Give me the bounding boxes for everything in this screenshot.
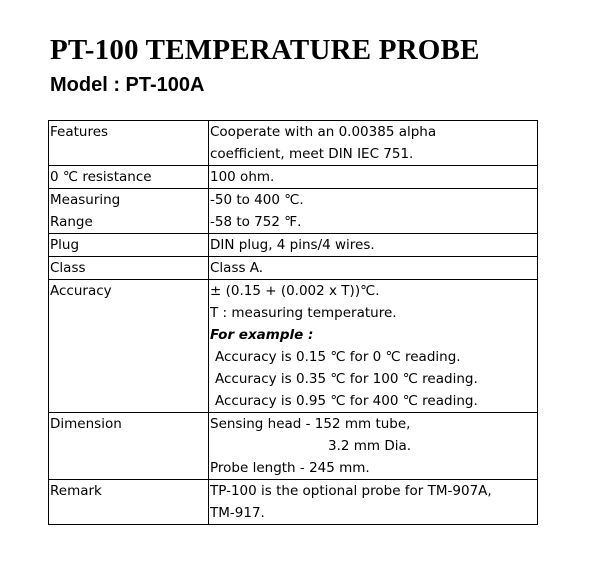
row-value: Sensing head - 152 mm tube, (210, 416, 411, 432)
value-cell (209, 189, 538, 234)
label-cell (49, 121, 209, 166)
label-cell (49, 280, 209, 413)
row-label: Range (50, 214, 93, 230)
value-cell (209, 257, 538, 280)
row-value: 100 ohm. (210, 169, 275, 185)
table-row-plug (49, 234, 538, 257)
row-value: TM-917. (210, 505, 265, 521)
label-cell (49, 257, 209, 280)
table-row-class (49, 257, 538, 280)
label-cell (49, 413, 209, 480)
table-row-accuracy (49, 280, 538, 413)
row-value: Class A. (210, 260, 264, 276)
row-value: coefficient, meet DIN IEC 751. (210, 146, 414, 162)
row-label: Plug (50, 237, 80, 253)
row-value: Accuracy is 0.15 ℃ for 0 ℃ reading. (215, 349, 461, 365)
label-cell (49, 166, 209, 189)
row-label: Measuring (50, 192, 121, 208)
page-title: PT-100 TEMPERATURE PROBE (50, 34, 480, 66)
row-value: Accuracy is 0.95 ℃ for 400 ℃ reading. (215, 393, 478, 409)
value-cell (209, 413, 538, 480)
row-value: TP-100 is the optional probe for TM-907A, (210, 483, 492, 499)
row-value: Probe length - 245 mm. (210, 460, 370, 476)
value-cell (209, 121, 538, 166)
row-value: ± (0.15 + (0.002 x T))℃. (210, 283, 380, 299)
row-label: Dimension (50, 416, 122, 432)
row-value: Cooperate with an 0.00385 alpha (210, 124, 437, 140)
row-label: Accuracy (50, 283, 112, 299)
table-row-measuring-range (49, 189, 538, 234)
row-label: 0 ℃ resistance (50, 169, 152, 185)
value-cell (209, 234, 538, 257)
row-label: Remark (50, 483, 102, 499)
row-value: 3.2 mm Dia. (328, 438, 412, 454)
row-value: -58 to 752 ℉. (210, 214, 302, 230)
value-cell (209, 166, 538, 189)
example-heading: For example : (210, 327, 314, 343)
label-cell (49, 234, 209, 257)
label-cell (49, 189, 209, 234)
row-value: Accuracy is 0.35 ℃ for 100 ℃ reading. (215, 371, 478, 387)
row-value: DIN plug, 4 pins/4 wires. (210, 237, 375, 253)
table-row-features (49, 121, 538, 166)
table-row-remark (49, 480, 538, 525)
row-value: -50 to 400 ℃. (210, 192, 304, 208)
value-cell (209, 480, 538, 525)
table-row-dimension (49, 413, 538, 480)
model-subtitle: Model : PT-100A (50, 74, 205, 96)
label-cell (49, 480, 209, 525)
value-cell (209, 280, 538, 413)
table-row-resistance (49, 166, 538, 189)
row-label: Class (50, 260, 86, 276)
spec-table (48, 120, 538, 525)
row-value: T : measuring temperature. (210, 305, 397, 321)
row-label: Features (50, 124, 109, 140)
